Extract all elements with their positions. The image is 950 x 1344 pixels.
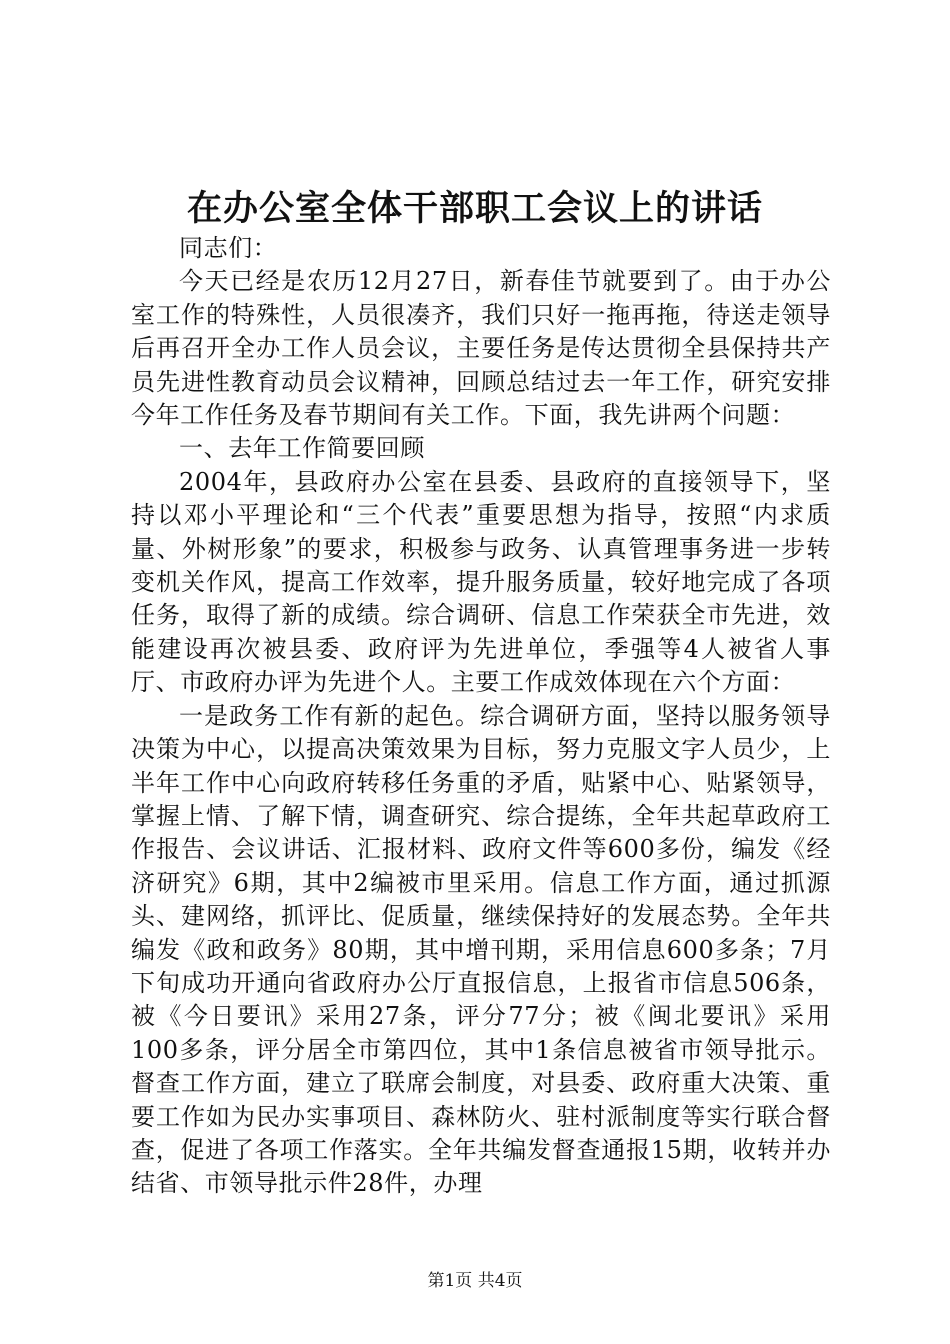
page-number-footer: 第1页 共4页 xyxy=(427,1271,523,1291)
intro-paragraph: 今天已经是农历12月27日，新春佳节就要到了。由于办公室工作的特殊性，人员很凑齐，我们只好一拖再拖，待送走领导后再召开全办工作人员会议，主要任务是传达贯彻全县保持共产员先进性教育动员会议精神，回顾总结过去一年工作，研究安排今年工作任务及春节期间有关工作。下面，我先讲两个问题： xyxy=(131,267,831,430)
review-paragraph: 2004年，县政府办公室在县委、县政府的直接领导下，坚持以邓小平理论和“三个代表”重要思想为指导，按照“内求质量、外树形象”的要求，积极参与政务、认真管理事务进一步转变机关作风，提高工作效率，提升服务质量，较好地完成了各项任务，取得了新的成绩。综合调研、信息工作荣获全市先进，效能建设再次被县委、政府评为先进单位，季强等4人被省人事厅、市政府办评为先进个人。主要工作成效体现在六个方面： xyxy=(131,467,831,697)
salutation-paragraph: 同志们： xyxy=(179,234,278,262)
section-heading: 一、去年工作简要回顾 xyxy=(179,434,425,463)
government-affairs-paragraph: 一是政务工作有新的起色。综合调研方面，坚持以服务领导决策为中心，以提高决策效果为目标，努力克服文字人员少，上半年工作中心向政府转移任务重的矛盾，贴紧中心、贴紧领导，掌握上情、了解下情，调查研究、综合提练，全年共起草政府工作报告、会议讲话、汇报材料、政府文件等600多份，编发《经济研究》6期，其中2编被市里采用。信息工作方面，通过抓源头、建网络，抓评比、促质量，继续保持好的发展态势。全年共编发《政和政务》80期，其中增刊期，采用信息600多条；7月下旬成功开通向省政府办公厅直报信息，上报省市信息506条，被《今日要讯》采用27条，评分77分；被《闽北要讯》采用100多条，评分居全市第四位，其中1条信息被省市领导批示。督查工作方面，建立了联席会制度，对县委、政府重大决策、重要工作如为民办实事项目、森林防火、驻村派制度等实行联合督查，促进了各项工作落实。全年共编发督查通报15期，收转并办结省、市领导批示件28件，办理 xyxy=(131,701,831,1198)
document-title: 在办公室全体干部职工会议上的讲话 xyxy=(186,189,763,229)
document-body xyxy=(131,232,831,1201)
